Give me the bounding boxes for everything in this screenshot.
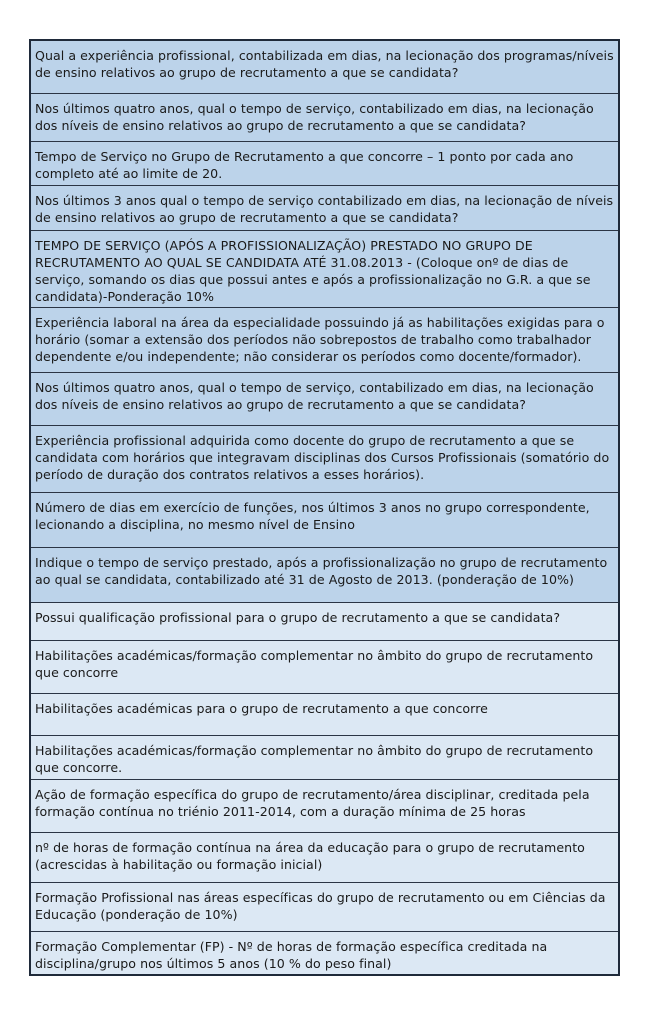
criteria-row [31, 883, 618, 932]
criteria-row [31, 833, 618, 883]
criteria-row [31, 41, 618, 94]
criteria-text: Nos últimos quatro anos, qual o tempo de serviço, contabilizado em dias, na lecionação dos níveis de ensino relativos ao grupo de recrutamento a que se candidata? [35, 101, 594, 133]
criteria-text: Nos últimos quatro anos, qual o tempo de serviço, contabilizado em dias, na lecionação dos níveis de ensino relativos ao grupo de recrutamento a que se candidata? [35, 380, 594, 412]
criteria-text: Formação Profissional nas áreas específicas do grupo de recrutamento ou em Ciências da Educação (ponderação de 10%) [35, 890, 606, 922]
criteria-text: Nos últimos 3 anos qual o tempo de serviço contabilizado em dias, na lecionação de níveis de ensino relativos ao grupo de recrutamento a que se candidata? [35, 193, 614, 225]
criteria-row [31, 780, 618, 833]
criteria-row [31, 548, 618, 603]
criteria-text: Indique o tempo de serviço prestado, após a profissionalização no grupo de recrutamento ao qual se candidata, contabilizado até 31 de Agosto de 2013. (ponderação de 10%) [35, 555, 608, 587]
criteria-text: Habilitações académicas para o grupo de recrutamento a que concorre [35, 701, 488, 716]
criteria-text: Tempo de Serviço no Grupo de Recrutamento a que concorre – 1 ponto por cada ano completo até ao limite de 20. [35, 149, 574, 181]
criteria-row [31, 308, 618, 373]
criteria-text: Qual a experiência profissional, contabilizada em dias, na lecionação dos programas/níveis de ensino relativos ao grupo de recrutamento a que se candidata? [35, 48, 614, 80]
criteria-row [31, 186, 618, 231]
criteria-row [31, 142, 618, 186]
criteria-text: nº de horas de formação contínua na área da educação para o grupo de recrutamento (acrescidas à habilitação ou formação inicial) [35, 840, 585, 872]
criteria-text: Habilitações académicas/formação complementar no âmbito do grupo de recrutamento que concorre [35, 648, 594, 680]
criteria-text: Ação de formação específica do grupo de recrutamento/área disciplinar, creditada pela formação contínua no triénio 2011-2014, com a duração mínima de 25 horas [35, 787, 590, 819]
criteria-row [31, 736, 618, 780]
criteria-row [31, 694, 618, 736]
criteria-row [31, 426, 618, 493]
criteria-text: Formação Complementar (FP) - Nº de horas de formação específica creditada na disciplina/grupo nos últimos 5 anos (10 % do peso final) [35, 939, 548, 971]
criteria-row [31, 932, 618, 974]
criteria-table [29, 39, 620, 976]
criteria-row [31, 641, 618, 694]
criteria-text: Experiência profissional adquirida como docente do grupo de recrutamento a que se candidata com horários que integravam disciplinas dos Cursos Profissionais (somatório do período de duração dos contratos relativos a esses horários). [35, 433, 610, 482]
criteria-row [31, 231, 618, 308]
criteria-row [31, 493, 618, 548]
criteria-text: Habilitações académicas/formação complementar no âmbito do grupo de recrutamento que concorre. [35, 743, 594, 775]
criteria-text: TEMPO DE SERVIÇO (APÓS A PROFISSIONALIZAÇÃO) PRESTADO NO GRUPO DE RECRUTAMENTO AO QUAL SE CANDIDATA ATÉ 31.08.2013 - (Coloque onº de dias de serviço, somando os dias que possui antes e após a profissionalização no G.R. a que se candidata)-Ponderação 10% [35, 238, 591, 304]
criteria-row [31, 603, 618, 641]
criteria-text: Experiência laboral na área da especialidade possuindo já as habilitações exigidas para o horário (somar a extensão dos períodos não sobrepostos de trabalho como trabalhador dependente e/ou independente; não considerar os períodos como docente/formador). [35, 315, 605, 364]
criteria-row [31, 94, 618, 142]
criteria-row [31, 373, 618, 426]
criteria-text: Número de dias em exercício de funções, nos últimos 3 anos no grupo correspondente, lecionando a disciplina, no mesmo nível de Ensino [35, 500, 590, 532]
criteria-text: Possui qualificação profissional para o grupo de recrutamento a que se candidata? [35, 610, 561, 625]
